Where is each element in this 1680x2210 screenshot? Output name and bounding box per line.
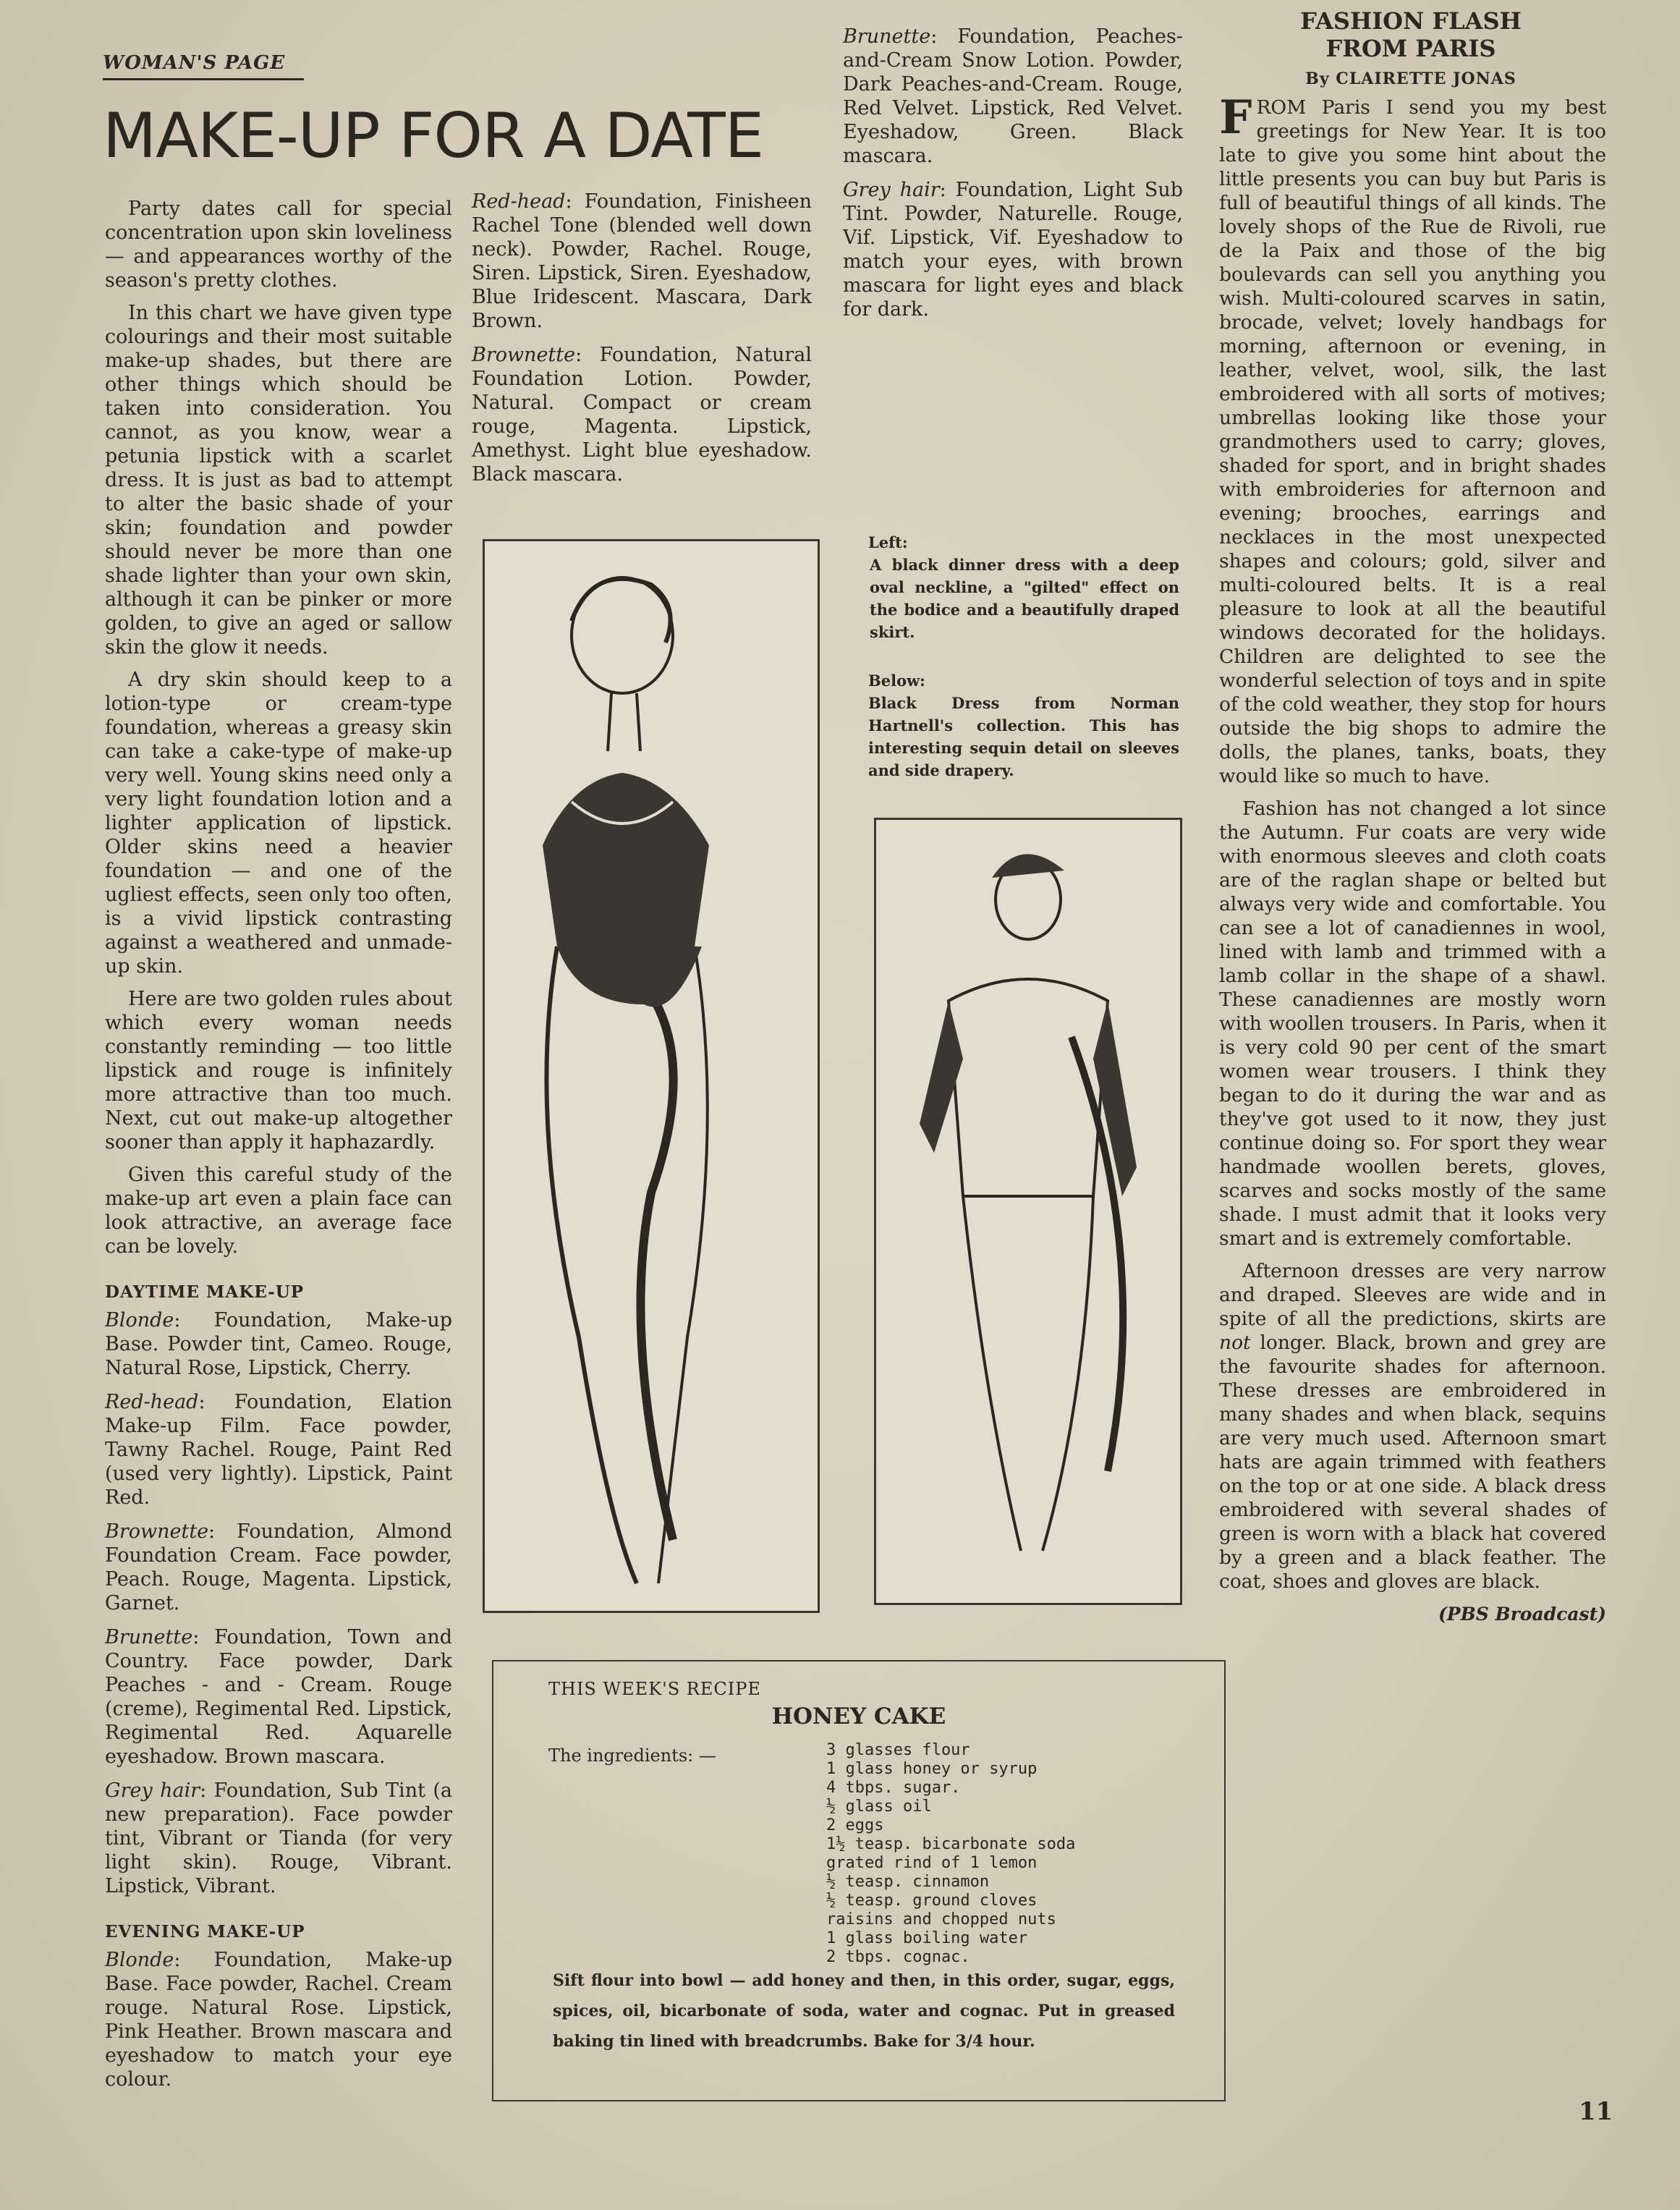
column-1 — [105, 197, 452, 2101]
intro-paragraph: Given this careful study of the make-up art even a plain face can look attractive, an average face can be lovely. — [105, 1164, 452, 1258]
fashion-paragraph: Afternoon dresses are very narrow and draped. Sleeves are wide and in spite of all the predictions, skirts are not longer. Black, brown and grey are the favourite shades for afternoon. These dresses are embroidered in many shades and when black, sequins are very much used. Afternoon smart hats are again trimmed with feathers on the top or at one side. A black dress embroidered with several shades of green is worn with a black hat covered by a green and a black feather. The coat, shoes and gloves are black. — [1219, 1260, 1606, 1593]
ingredient: 1 glass boiling water — [826, 1929, 1028, 1947]
intro-paragraph: Party dates call for special concentration upon skin loveliness — and appearances worthy of the season's pretty clothes. — [105, 198, 452, 292]
daytime-entry: Grey hair: Foundation, Sub Tint (a new preparation). Face powder tint, Vibrant or Tianda (for very light skin). Rouge, Vibrant. Lipstick, Vibrant. — [105, 1779, 452, 1897]
ingredient: ½ glass oil — [826, 1798, 932, 1816]
ingredients-list — [826, 1741, 1075, 1967]
intro-paragraph: Here are two golden rules about which every woman needs constantly reminding — too little lipstick and rouge is infinitely more attractive than too much. Next, cut out make-up altogether sooner than apply it haphazardly. — [105, 988, 452, 1153]
fashion-article — [1219, 90, 1606, 1626]
evening-entry: Red-head: Foundation, Finisheen Rachel Tone (blended well down neck). Powder, Rachel. Rouge, Siren. Lipstick, Siren. Eyeshadow, Blue Iridescent. Mascara, Dark Brown. — [472, 190, 812, 332]
ingredient: 2 tbps. cognac. — [826, 1948, 970, 1966]
daytime-entry: Red-head: Foundation, Elation Make-up Film. Face powder, Tawny Rachel. Rouge, Paint Red (used very lightly). Lipstick, Paint Red. — [105, 1391, 452, 1509]
ingredient: ½ teasp. ground cloves — [826, 1892, 1038, 1910]
daytime-entry: Brunette: Foundation, Town and Country. Face powder, Dark Peaches - and - Cream. Rouge (creme), Regimental Red. Lipstick, Regimental Red. Aquarelle eyeshadow. Brown mascara. — [105, 1626, 452, 1768]
section-label: WOMAN'S PAGE — [103, 52, 286, 74]
column-2 — [472, 190, 812, 496]
recipe-title: HONEY CAKE — [771, 1703, 946, 1730]
column-3 — [843, 25, 1183, 331]
ingredient: raisins and chopped nuts — [826, 1910, 1056, 1929]
fashion-header — [1216, 7, 1606, 88]
ingredient: 1½ teasp. bicarbonate soda — [826, 1835, 1076, 1853]
intro-paragraph: A dry skin should keep to a lotion-type or cream-type foundation, whereas a greasy skin can take a cake-type of make-up very well. Young skins need only a very light foundation lotion and a lighter application of lipstick. Older skins need a heavier foundation — and one of the ugliest effects, seen only too often, is a vivid lipstick contrasting against a weathered and unmade-up skin. — [105, 669, 452, 978]
drop-cap: F — [1219, 90, 1252, 145]
ingredient: ½ teasp. cinnamon — [826, 1873, 990, 1891]
fashion-title-line1: FASHION FLASH — [1300, 7, 1522, 35]
ingredient: grated rind of 1 lemon — [826, 1854, 1038, 1872]
caption-left: Left: A black dinner dress with a deep oval neckline, a "gilted" effect on the bodice and a beautifully draped skirt. — [868, 533, 1179, 641]
ingredient: 2 eggs — [826, 1816, 884, 1834]
fashion-paragraph: FROM Paris I send you my best greetings for New Year. It is too late to give you some hint about the little presents you can buy but Paris is full of beautiful things of all kinds. The lovely shops of the Rue de Rivoli, rue de la Paix and those of the big boulevards can sell you anything you wish. Multi-coloured scarves in satin, brocade, velvet; lovely handbags for morning, afternoon or evening, in leather, velvet, wool, silk, the last embroidered with all sorts of motives; umbrellas looking like those your grandmothers used to carry; gloves, shaded for sport, and in bright shades with embroideries for afternoon and evening; brooches, earrings and necklaces in the most unexpected shapes and colours; gold, silver and multi-coloured belts. It is a real pleasure to look at all the beautiful windows decorated for the holidays. Children are delighted to see the wonderful selection of toys and in spite of the cold weather, they stop for hours outside the big shops to admire the dolls, the planes, tanks, boats, they would like so much to have. — [1219, 90, 1606, 787]
intro-paragraph: In this chart we have given type colourings and their most suitable make-up shades, but there are other things which should be taken into consideration. You cannot, as you know, wear a petunia lipstick with a scarlet dress. It is just as bad to attempt to alter the basic shade of your skin; foundation and powder should never be more than one shade lighter than your own skin, although it can be pinker or more golden, to give an aged or sallow skin the glow it needs. — [105, 302, 452, 659]
recipe-method: Sift flour into bowl — add honey and then, in this order, sugar, eggs, spices, oil, bicarbonate of soda, water and cognac. Put in greased baking tin lined with breadcrumbs. Bake for 3/4 hour. — [553, 1971, 1175, 2051]
evening-entry: Brownette: Foundation, Natural Foundation Lotion. Powder, Natural. Compact or cream rouge, Magenta. Lipstick, Amethyst. Light blue eyeshadow. Black mascara. — [472, 344, 812, 486]
dinner-dress-illustration — [483, 539, 820, 1613]
dinner-dress-drawing — [485, 541, 818, 1611]
hartnell-dress-illustration — [874, 818, 1182, 1605]
evening-heading: EVENING MAKE-UP — [105, 1922, 305, 1942]
recipe-box — [492, 1660, 1226, 2101]
caption-below: Below: Black Dress from Norman Hartnell's collection. This has interesting sequin detail on sleeves and side drapery. — [868, 672, 1179, 779]
fashion-credit: (PBS Broadcast) — [1438, 1604, 1606, 1625]
page-number: 11 — [1579, 2097, 1613, 2126]
ingredient: 1 glass honey or syrup — [826, 1760, 1038, 1778]
section-rule — [103, 78, 304, 80]
daytime-heading: DAYTIME MAKE-UP — [105, 1282, 305, 1302]
hartnell-dress-drawing — [876, 820, 1180, 1603]
ingredient: 4 tbps. sugar. — [826, 1779, 961, 1797]
evening-entry: Grey hair: Foundation, Light Sub Tint. Powder, Naturelle. Rouge, Vif. Lipstick, Vif. Eyeshadow to match your eyes, with brown mascara for light eyes and black for dark. — [843, 179, 1184, 321]
daytime-entry: Blonde: Foundation, Make-up Base. Powder tint, Cameo. Rouge, Natural Rose, Lipstick, Cherry. — [105, 1309, 452, 1379]
evening-entry: Brunette: Foundation, Peaches-and-Cream Snow Lotion. Powder, Dark Peaches-and-Cream. Rouge, Red Velvet. Lipstick, Red Velvet. Eyeshadow, Green. Black mascara. — [843, 25, 1183, 167]
ingredient: 3 glasses flour — [826, 1741, 970, 1759]
fashion-paragraph: Fashion has not changed a lot since the Autumn. Fur coats are very wide with enormous sleeves and cloth coats are of the raglan shape or belted but always very wide and comfortable. You can see a lot of canadiennes in wool, lined with lamb and trimmed with a lamb collar in the shape of a shawl. These canadiennes are mostly worn with woollen trousers. In Paris, when it is very cold 90 per cent of the smart women wear trousers. I think they began to do it during the war and as they've got used to it now, they just continue doing so. For sport they wear handmade woollen berets, gloves, scarves and socks mostly of the same shade. I must admit that it looks very smart and is extremely comfortable. — [1219, 797, 1606, 1250]
headline: MAKE-UP FOR A DATE — [103, 100, 764, 172]
fashion-title-line2: FROM PARIS — [1325, 35, 1496, 62]
recipe-label: THIS WEEK'S RECIPE — [548, 1679, 761, 1699]
daytime-entry: Brownette: Foundation, Almond Foundation Cream. Face powder, Peach. Rouge, Magenta. Lipstick, Garnet. — [105, 1520, 452, 1614]
evening-entry: Blonde: Foundation, Make-up Base. Face powder, Rachel. Cream rouge. Natural Rose. Lipstick, Pink Heather. Brown mascara and eyeshadow to match your eye colour. — [105, 1949, 452, 2091]
fashion-byline: By CLAIRETTE JONAS — [1305, 69, 1516, 88]
ingredients-label: The ingredients: — — [548, 1745, 716, 1766]
